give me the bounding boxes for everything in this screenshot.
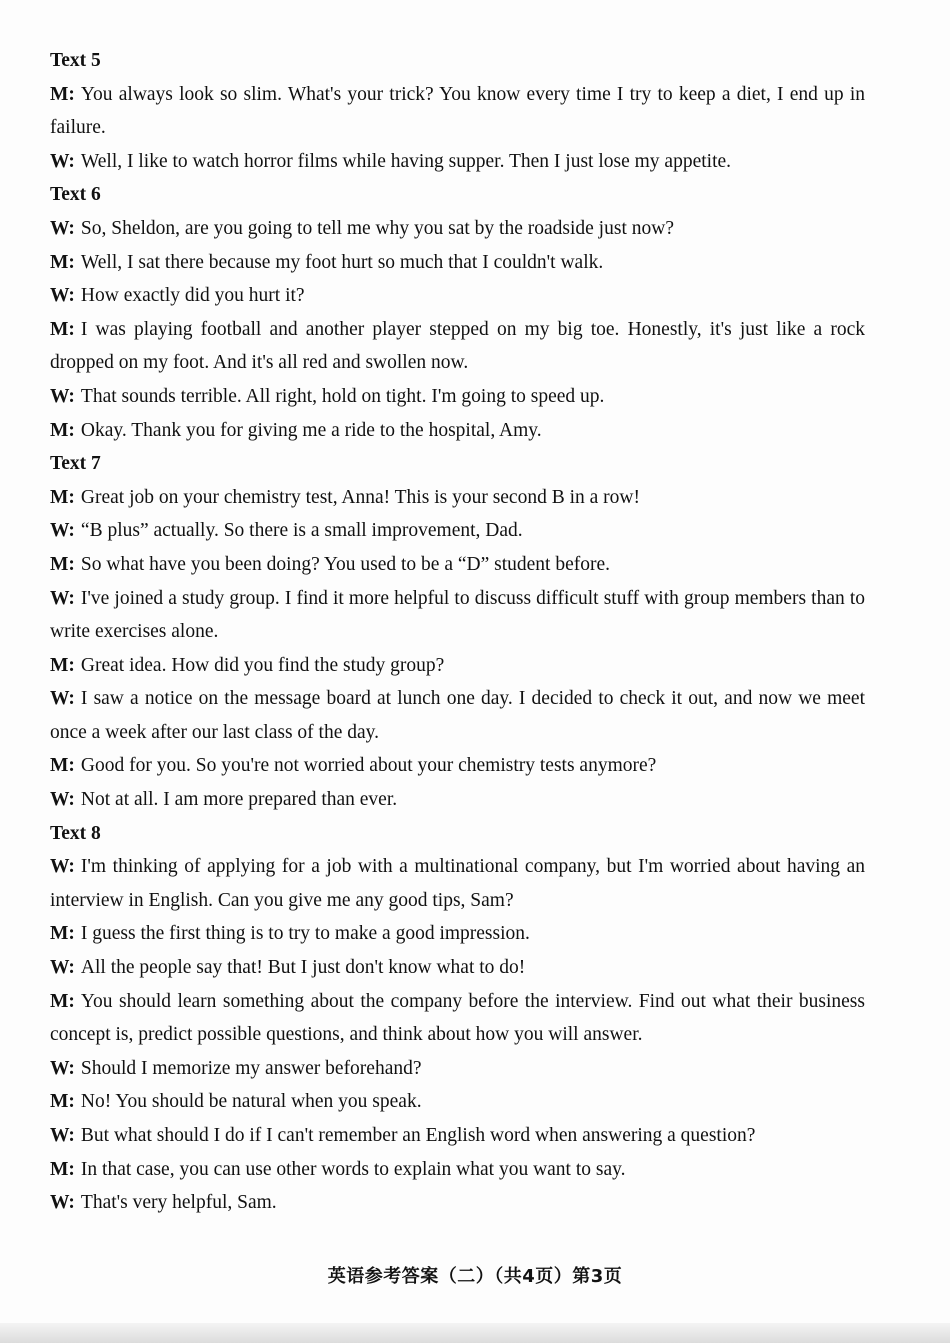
dialogue-line	[50, 78, 865, 145]
dialogue-line	[50, 1052, 865, 1086]
section-title-text-5: Text 5	[50, 50, 101, 71]
dialogue-text: But what should I do if I can't remember an English word when answering a question?	[80, 1125, 756, 1146]
dialogue-line	[50, 917, 865, 951]
dialogue-text: Should I memorize my answer beforehand?	[80, 1057, 422, 1079]
dialogue-text: “B plus” actually. So there is a small improvement, Dad.	[80, 520, 523, 542]
dialogue-line	[50, 1186, 865, 1220]
dialogue-line	[50, 313, 865, 380]
dialogue-text: You should learn something about the company before the interview. Find out what their business concept is, predict possible questions, and think about how you will answer.	[50, 990, 865, 1046]
speaker-label: W:	[50, 217, 75, 239]
dialogue-line	[50, 783, 865, 817]
speaker-label: M:	[50, 654, 75, 676]
speaker-label: W:	[50, 150, 75, 172]
speaker-label: W:	[50, 789, 75, 811]
speaker-label: M:	[50, 755, 75, 777]
speaker-label: W:	[50, 957, 75, 979]
dialogue-text: In that case, you can use other words to explain what you want to say.	[80, 1158, 626, 1180]
dialogue-line	[50, 682, 865, 749]
speaker-label: M:	[50, 1091, 75, 1113]
dialogue-text: I saw a notice on the message board at lunch one day. I decided to check it out, and now we meet once a week after our last class of the day.	[50, 688, 865, 743]
dialogue-text: Good for you. So you're not worried about your chemistry tests anymore?	[80, 755, 657, 777]
dialogue-line	[50, 145, 865, 179]
dialogue-line	[50, 985, 865, 1052]
speaker-label: M:	[50, 83, 75, 105]
dialogue-line	[50, 1085, 865, 1119]
speaker-label: M:	[50, 251, 75, 273]
speaker-label: M:	[50, 318, 75, 340]
dialogue-line	[50, 279, 865, 313]
section-title-text-8: Text 8	[50, 822, 101, 844]
speaker-label: W:	[50, 587, 75, 609]
dialogue-text: How exactly did you hurt it?	[80, 285, 305, 307]
dialogue-text: Great job on your chemistry test, Anna! This is your second B in a row!	[80, 486, 640, 508]
dialogue-text: All the people say that! But I just don't know what to do!	[80, 957, 526, 979]
speaker-label: M:	[50, 1158, 75, 1180]
dialogue-line	[50, 1119, 865, 1153]
dialogue-text: I was playing football and another player stepped on my big toe. Honestly, it's just like a rock dropped on my foot. And it's all red and swollen now.	[50, 318, 865, 374]
speaker-label: M:	[50, 923, 75, 945]
speaker-label: W:	[50, 520, 75, 542]
dialogue-line	[50, 548, 865, 582]
speaker-label: W:	[50, 385, 75, 407]
dialogue-line	[50, 1153, 865, 1187]
dialogue-text: Well, I sat there because my foot hurt so much that I couldn't walk.	[80, 251, 604, 273]
speaker-label: M:	[50, 553, 75, 575]
dialogue-line	[50, 481, 865, 515]
dialogue-line	[50, 951, 865, 985]
speaker-label: W:	[50, 1125, 75, 1146]
dialogue-text: I'm thinking of applying for a job with a multinational company, but I'm worried about having an interview in English. Can you give me any good tips, Sam?	[50, 856, 865, 911]
dialogue-line	[50, 582, 865, 649]
dialogue-text: That's very helpful, Sam.	[80, 1192, 277, 1214]
speaker-label: M:	[50, 486, 75, 508]
speaker-label: W:	[50, 285, 75, 307]
page-footer: 英语参考答案（二）（共4页）第3页	[327, 1266, 623, 1287]
dialogue-text: I've joined a study group. I find it more helpful to discuss difficult stuff with group members than to write exercises alone.	[50, 587, 865, 643]
dialogue-line	[50, 850, 865, 917]
dialogue-line	[50, 380, 865, 414]
speaker-label: W:	[50, 1192, 75, 1214]
dialogue-text: I guess the first thing is to try to make a good impression.	[80, 923, 530, 945]
section-title-text-7: Text 7	[50, 453, 101, 475]
dialogue-text: That sounds terrible. All right, hold on tight. I'm going to speed up.	[80, 385, 605, 407]
speaker-label: W:	[50, 688, 75, 710]
dialogue-text: Not at all. I am more prepared than ever.	[80, 789, 398, 811]
transcript-content	[50, 44, 865, 1220]
dialogue-text: No! You should be natural when you speak.	[80, 1091, 422, 1113]
dialogue-text: So, Sheldon, are you going to tell me why you sat by the roadside just now?	[80, 217, 674, 239]
dialogue-line	[50, 749, 865, 783]
dialogue-line	[50, 414, 865, 448]
section-title-text-6: Text 6	[50, 184, 101, 206]
dialogue-line	[50, 212, 865, 246]
dialogue-text: Okay. Thank you for giving me a ride to the hospital, Amy.	[80, 419, 542, 441]
scan-edge-shadow	[0, 1323, 950, 1343]
speaker-label: M:	[50, 419, 75, 441]
dialogue-text: Great idea. How did you find the study group?	[80, 654, 445, 676]
speaker-label: M:	[50, 990, 75, 1012]
speaker-label: W:	[50, 856, 75, 878]
dialogue-line	[50, 649, 865, 683]
dialogue-line	[50, 246, 865, 280]
dialogue-line	[50, 514, 865, 548]
dialogue-text: So what have you been doing? You used to be a “D” student before.	[80, 553, 610, 575]
dialogue-text: You always look so slim. What's your trick? You know every time I try to keep a diet, I end up in failure.	[50, 83, 865, 139]
dialogue-text: Well, I like to watch horror films while having supper. Then I just lose my appetite.	[80, 150, 732, 172]
speaker-label: W:	[50, 1057, 75, 1079]
